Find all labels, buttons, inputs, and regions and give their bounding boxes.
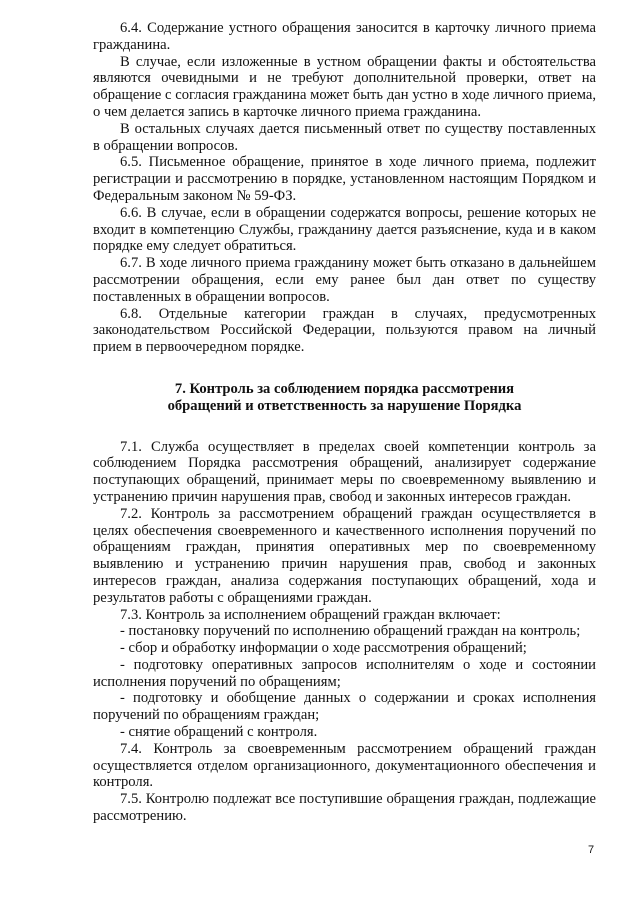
list-item-data-summary: - подготовку и обобщение данных о содержании и сроках исполнения поручений по обращениям граждан; [93, 690, 596, 724]
paragraph-7-3: 7.3. Контроль за исполнением обращений граждан включает: [120, 606, 501, 623]
paragraph-6-8: 6.8. Отдельные категории граждан в случаях, предусмотренных законодательством Российской Федерации, пользуются правом на личный прием в первоочередном порядке. [93, 305, 596, 356]
paragraph-6-4: 6.4. Содержание устного обращения заносится в карточку личного приема гражданина. [93, 20, 596, 53]
list-item-information-collection: - сбор и обработку информации о ходе рассмотрения обращений; [120, 640, 527, 657]
page-number: 7 [588, 844, 595, 856]
paragraph-6-5: 6.5. Письменное обращение, принятое в ходе личного приема, подлежит регистрации и рассмотрению в порядке, установленном настоящим Порядком и Федеральным законом № 59-ФЗ. [93, 154, 596, 204]
paragraph-7-5: 7.5. Контролю подлежат все поступившие обращения граждан, подлежащие рассмотрению. [93, 791, 596, 825]
section-7-heading [93, 381, 596, 415]
paragraph-7-4: 7.4. Контроль за своевременным рассмотрением обращений граждан осуществляется отделом организационного, документационного обеспечения и контроля. [93, 740, 596, 791]
paragraph-7-1: 7.1. Служба осуществляет в пределах своей компетенции контроль за соблюдением Порядка рассмотрения обращений, анализирует содержание поступающих обращений, принимает меры по своевременному выявлению и устранению причин нарушения прав, свобод и законных интересов граждан. [93, 438, 596, 505]
section-7-heading-line-1: 7. Контроль за соблюдением порядка рассмотрения [174, 380, 515, 397]
paragraph-oral-answer: В случае, если изложенные в устном обращении факты и обстоятельства являются очевидными и не требуют дополнительной проверки, ответ на обращение с согласия гражданина может быть дан устно в ходе личного приема, о чем делается запись в карточке личного приема гражданина. [93, 53, 596, 120]
paragraph-7-2: 7.2. Контроль за рассмотрением обращений граждан осуществляется в целях обеспечения своевременного и качественного исполнения поручений по обращениям граждан, принятия оперативных мер по своевременному выявлению и устранению причин нарушения прав, свобод и законных интересов граждан, анализа содержания поступающих обращений, хода и результатов работы с обращениями граждан. [93, 505, 596, 606]
list-item-control-registration: - постановку поручений по исполнению обращений граждан на контроль; [120, 623, 581, 640]
document-page [93, 20, 596, 825]
section-7-heading-line-2: обращений и ответственность за нарушение Порядка [167, 397, 522, 414]
paragraph-6-7: 6.7. В ходе личного приема гражданину может быть отказано в дальнейшем рассмотрении обращения, если ему ранее был дан ответ по существу поставленных в обращении вопросов. [93, 255, 596, 305]
paragraph-written-answer: В остальных случаях дается письменный ответ по существу поставленных в обращении вопросов. [93, 120, 596, 154]
list-item-removal-from-control: - снятие обращений с контроля. [120, 724, 318, 741]
paragraph-6-6: 6.6. В случае, если в обращении содержатся вопросы, решение которых не входит в компетенцию Службы, гражданину дается разъяснение, куда и в каком порядке ему следует обратиться. [93, 204, 596, 255]
list-item-operational-requests: - подготовку оперативных запросов исполнителям о ходе и состоянии исполнения поручений по обращениям; [93, 656, 596, 690]
